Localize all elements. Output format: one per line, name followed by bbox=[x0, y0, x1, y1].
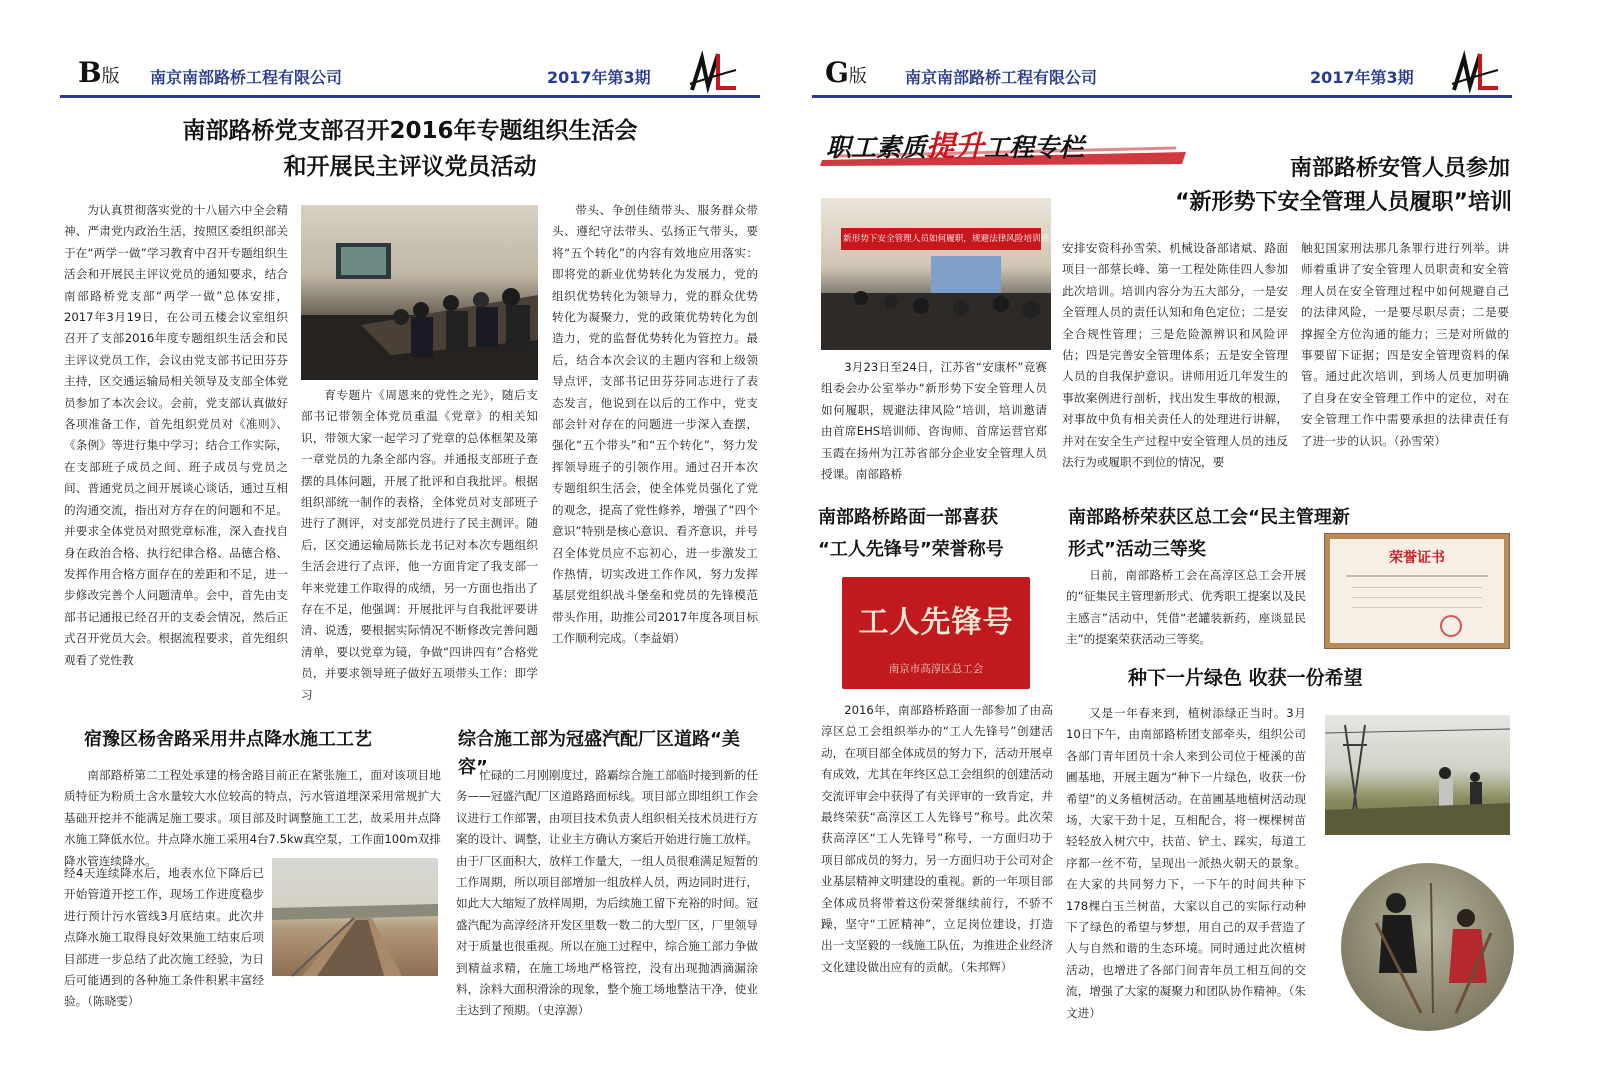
tree-planting-photo-1 bbox=[1325, 715, 1510, 835]
company-name: 南京南部路桥工程有限公司 bbox=[150, 68, 343, 87]
training-photo bbox=[821, 198, 1051, 350]
meeting-photo bbox=[301, 205, 538, 380]
article-column-2: 育专题片《周恩来的党性之光》，随后支部书记带领全体党员重温《党章》的相关知识，带领大家一起学习了党章的总体框架及第一章党员的九条全部内容。并通报支部班子查摆的具体问题，开展了批评和自我批评。根据组织部统一制作的表格，全体党员对支部班子进行了测评，对支部党员进行了民主测评。随后，区交通运输局陈长龙书记对本次专题组织生活会进行了点评，他一方面肯定了我支部一年来党建工作取得的成绩，另一方面也指出了存在不足，他强调：开展批评与自我批评要讲清、说透，要根据实际情况不断修改完善问题清单，要以党章为镜，争做“四讲四有”合格党员，并要求领导班子做好五项带头工作：即学习 bbox=[301, 388, 538, 702]
plaque-title: 工人先锋号 bbox=[858, 605, 1014, 640]
article3-title: 南部路桥荣获区总工会“民主管理新 形式”活动三等奖 bbox=[1068, 507, 1350, 560]
article-column-3: 带头、争创佳绩带头、服务群众带头、遵纪守法带头、弘扬正气带头，要将“五个转化”的内容有效地应用落实：即将党的新业优势转化为发展力，党的组织优势转化为领导力，党的群众优势转化为凝聚力，党的政策优势转化为创造力，党的监督优势转化为管控力。最后，结合本次会议的主题内容和上级领导点评，支部书记田芬芬同志进行了表态发言，他说到在以后的工作中，党支部会针对存在的问题进一步深入查摆，强化“五个带头”和“五个转化”，努力发挥领导班子的引领作用。通过召开本次专题组织生活会，使全体党员强化了党的观念，提高了党性修养，增强了“四个意识”特别是核心意识、看齐意识，并号召全体党员应不忘初心，进一步激发工作热情，切实改进工作作风，努力发挥基层党组织战斗堡垒和党员的先锋模范带头作用，助推公司2017年度各项目标工作顺利完成。（李益娟） bbox=[552, 203, 758, 646]
edition-label: G版 bbox=[825, 56, 867, 89]
issue-number: 2017年第3期 bbox=[1310, 68, 1414, 87]
company-name: 南京南部路桥工程有限公司 bbox=[905, 68, 1098, 87]
article2-body1: 南部路桥第二工程处承建的杨舍路目前正在紧张施工，面对该项目地质特征为粉质土含水量较大水位较高的特点，污水管道埋深采用常规扩大基础开挖并不能满足施工要求。项目部及时调整施工工艺，故采用井点降水施工降低水位。井点降水施工采用4台7.5kw真空泵，工作面100m双排降水管连续降水。 bbox=[64, 768, 441, 868]
article1-col3: 触犯国家刑法那几条罪行进行列举。讲师着重讲了安全管理人员职责和安全管理人员在安全管理过程中如何规避自己的法律风险，一是要尽职尽责；二是要撑握全方位沟通的能力；三是对所做的事要留下证据；四是安全管理资料的保管。通过此次培训，到场人员更加明确了自身在安全管理工作中的定位，对在安全管理工作中需要承担的法律责任有了进一步的认识。（孙雪荣） bbox=[1301, 241, 1509, 448]
header-rule bbox=[812, 95, 1512, 98]
tree-planting-photo-2 bbox=[1341, 863, 1514, 1031]
article2-title: 宿豫区杨舍路采用井点降水施工工艺 bbox=[84, 729, 372, 750]
article3-title: 综合施工部为冠盛汽配厂区道路“美容” bbox=[458, 729, 740, 778]
dewatering-photo bbox=[272, 858, 438, 976]
header-rule bbox=[60, 95, 760, 98]
article2-body: 2016年，南部路桥路面一部参加了由高淳区总工会组织举办的“工人先锋号”创建活动，在项目部全体成员的努力下，活动开展卓有成效，尤其在年终区总工会组织的创建活动交流评审会中获得了有关评审的一致肯定，并最终荣获“高淳区工人先锋号”称号。此次荣获高淳区“工人先锋号”称号，一方面归功于项目部成员的努力，另一方面归功于公司对企业基层精神文明建设的重视。新的一年项目部全体成员将带着这份荣誉继续前行，不骄不躁，坚守“工匠精神”，立足岗位建设，打造出一支坚毅的一线施工队伍，为推进企业经济文化建设做出应有的贡献。（朱邦辉） bbox=[821, 703, 1053, 974]
page-header bbox=[800, 50, 1600, 98]
pioneer-plaque bbox=[842, 577, 1030, 689]
article4-body: 又是一年春来到，植树添绿正当时。3月10日下午，由南部路桥团支部牵头，组织公司各部门青年团员十余人来到公司位于桠溪的苗圃基地，开展主题为“种下一片绿色，收获一份希望”的义务植树活动。在苗圃基地植树活动现场，大家干劲十足，互相配合，将一棵棵树苗轻轻放入树穴中，扶苗、铲土、踩实，每道工序都一丝不苟，呈现出一派热火朝天的景象。在大家的共同努力下，一下午的时间共种下178棵白玉兰树苗，大家以自己的实际行动种下了绿色的希望与梦想，用自己的双手营造了人与自然和谐的生态环境。同时通过此次植树活动，也增进了各部门间青年员工相互间的交流，增强了大家的凝聚力和团队协作精神。（朱文进） bbox=[1066, 706, 1306, 1020]
page-g bbox=[800, 0, 1600, 1090]
article3-body: 日前，南部路桥工会在高淳区总工会开展的“征集民主管理新形式、优秀职工提案以及民主感言”活动中，凭借“老罐装新药，座谈显民主”的提案荣获活动三等奖。 bbox=[1066, 568, 1306, 647]
issue-number: 2017年第3期 bbox=[547, 68, 651, 87]
column-banner: 职工素质提升工程专栏 bbox=[816, 122, 1196, 168]
edition-label: B版 bbox=[78, 56, 120, 89]
training-banner-text: 新形势下安全管理人员如何履职，规避法律风险培训班 bbox=[843, 234, 1050, 244]
headline: 南部路桥党支部召开2016年专题组织生活会 和开展民主评议党员活动 bbox=[182, 118, 638, 180]
company-logo-icon bbox=[1450, 50, 1500, 94]
plaque-issuer: 南京市高淳区总工会 bbox=[888, 663, 984, 675]
company-logo-icon bbox=[688, 50, 738, 94]
page-header bbox=[0, 50, 790, 98]
article1-col1: 3月23日至24日，江苏省“安康杯”竞赛组委会办公室举办“新形势下安全管理人员如何履职，规避法律风险”培训，培训邀请由首席EHS培训师、咨询师、首席运营官郑玉霞在扬州为江苏省部分企业安全管理人员授课。南部路桥 bbox=[821, 360, 1047, 482]
article-column-1: 为认真贯彻落实党的十八届六中全会精神、严肃党内政治生活，按照区委组织部关于在“两学一做”学习教育中召开专题组织生活会和开展民主评议党员的通知要求，结合南部路桥党支部“两学一做”总体安排，2017年3月19日，在公司五楼会议室组织召开了支部2016年度专题组织生活会和民主评议党员工作，会议由党支部书记田芬芬主持，区交通运输局相关领导及支部全体党员参加了本次会议。会前，党支部认真做好各项准备工作，首先组织党员对《准则》、《条例》等进行集中学习；结合工作实际，在支部班子成员之间、班子成员与党员之间、普通党员之间开展谈心谈话，通过互相的沟通交流，指出对方存在的问题和不足。并要求全体党员对照党章标准，深入查找自身在政治合格、执行纪律合格、品德合格、发挥作用合格方面存在的差距和不足，进一步修改完善个人问题清单。会中，首先由支部书记通报已经召开的支委会情况，然后正式召开党员大会。根据流程要求，首先组织观看了党性教 bbox=[64, 203, 288, 667]
article1-title: 南部路桥安管人员参加 bbox=[1289, 156, 1510, 181]
page-b bbox=[0, 0, 790, 1090]
certificate-title: 荣誉证书 bbox=[1389, 550, 1445, 566]
article1-subtitle: “新形势下安全管理人员履职”培训 bbox=[1175, 190, 1512, 215]
honor-certificate bbox=[1325, 534, 1509, 648]
article1-col2: 安排安资科孙雪荣、机械设备部诸斌、路面项目一部蔡长峰、第一工程处陈佳四人参加此次培训。培训内容分为五大部分，一是安全管理人员的责任认知和角色定位；二是安全合规性管理；三是危险源辨识和风险评估；四是完善安全管理体系；五是安全管理人员的自我保护意识。讲师用近几年发生的事故案例进行剖析，找出发生事故的根源，对事故中负有相关责任人的处理进行讲解，并对在安全生产过程中安全管理人员的违反法行为或履职不到位的情况，要 bbox=[1062, 241, 1288, 470]
article3-body: 忙碌的二月刚刚度过，路霸综合施工部临时接到新的任务——冠盛汽配厂区道路路面标线。项目部立即组织工作会议进行工作部署，由项目技术负责人组织相关技术员进行方案的设计、调整，让业主方确认方案后开始进行施工放样。由于厂区面积大，放样工作量大，一组人员很难满足短暂的工作周期，所以项目部增加一组放样人员，两边同时进行，如此大大缩短了放样周期，为后续施工留下充裕的时间。冠盛汽配为高淳经济开发区里数一数二的大型厂区，厂里领导对于质量也很重视。所以在施工过程中，综合施工部力争做到精益求精，在施工场地严格管控，没有出现抛洒滴漏涂料，涂料大面积滑涂的现象，整个施工场地整洁干净，使业主达到了预期。（史淳源） bbox=[456, 768, 758, 1018]
article4-title: 种下一片绿色 收获一份希望 bbox=[1128, 667, 1363, 689]
article2-body2: 经4天连续降水后，地表水位下降后已开始管道开挖工作，现场工作进度稳步进行预计污水管线3月底结束。此次井点降水施工取得良好效果施工结束后项目部进一步总结了此次施工经验，为日后可能遇到的各种施工条件积累丰富经验。（陈晓雯） bbox=[64, 866, 264, 1009]
article2-title: 南部路桥路面一部喜获 “工人先锋号”荣誉称号 bbox=[818, 507, 1004, 560]
